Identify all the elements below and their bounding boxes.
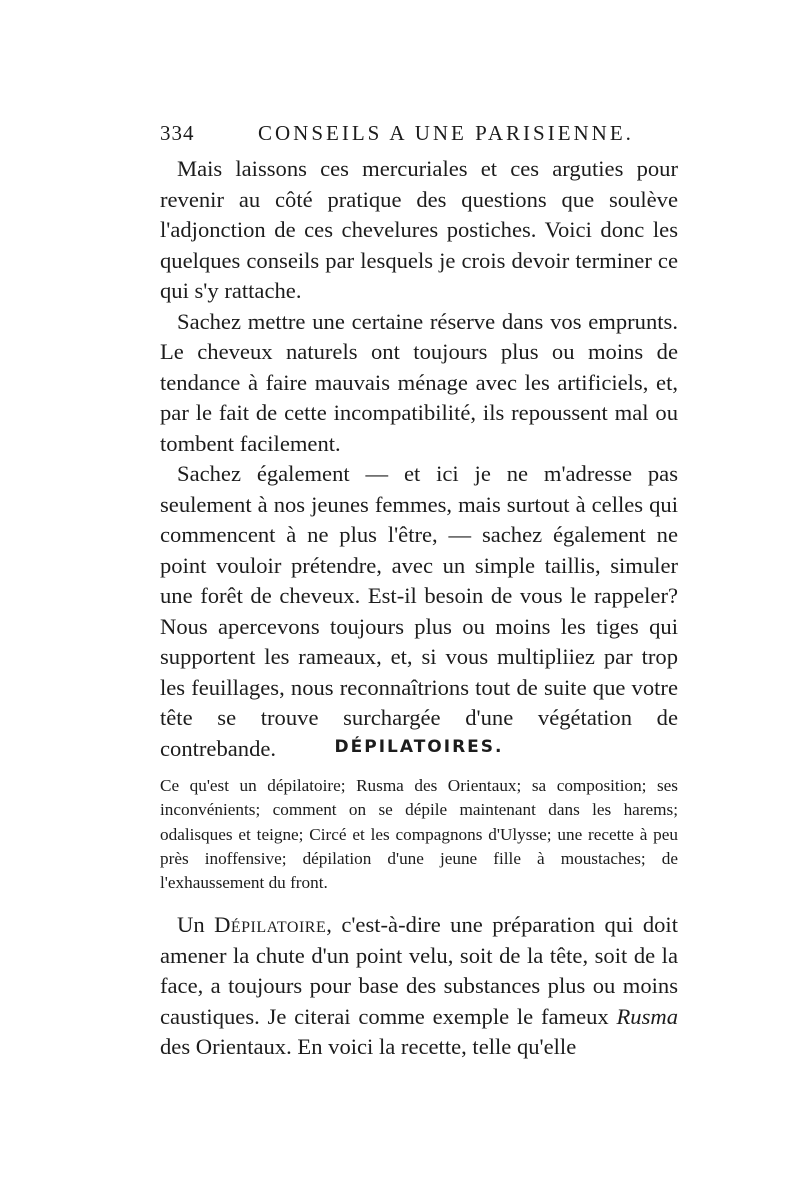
paragraph-text: , c'est-à-dire une préparation qui doit amener la chute d'un point velu, soit de la tête, soit de la face, a toujours pour base des substances plus ou moins caustiques. Je citerai comme exemple le fameux xyxy=(160,912,678,1029)
running-title: CONSEILS A UNE PARISIENNE. xyxy=(258,121,634,145)
paragraph-text: des Orientaux. En voici la recette, telle qu'elle xyxy=(160,1034,577,1059)
text-section-1 xyxy=(160,154,678,764)
book-page xyxy=(160,0,678,1200)
page-number: 334 xyxy=(160,121,195,145)
lead-word: Un xyxy=(177,912,205,937)
paragraph: Sachez mettre une certaine réserve dans vos emprunts. Le cheveux naturels ont toujours plus ou moins de tendance à faire mauvais ménage avec les artificiels, et, par le fait de cette incompatibilité, ils repoussent mal ou tombent facilement. xyxy=(160,308,678,456)
small-caps-term: Dépilatoire xyxy=(214,912,327,937)
text-section-2 xyxy=(160,910,678,1063)
paragraph xyxy=(160,910,678,1063)
running-head xyxy=(160,121,678,151)
paragraph: Sachez également — et ici je ne m'adresse pas seulement à nos jeunes femmes, mais surtout à celles qui commencent à ne plus l'être, — sachez également ne point vouloir prétendre, avec un simple taillis, simuler une forêt de cheveux. Est-il besoin de vous le rappeler? Nous apercevons toujours plus ou moins les tiges qui supportent les rameaux, et, si vous multipliiez par trop les feuillages, nous reconnaîtrions tout de suite que votre tête se trouve surchargée d'une végétation de contrebande. xyxy=(160,461,678,761)
italic-term: Rusma xyxy=(616,1003,679,1029)
section-heading: DÉPILATOIRES. xyxy=(334,737,504,757)
paragraph: Mais laissons ces mercuriales et ces arguties pour revenir au côté pratique des questions que soulève l'adjonction de ces chevelures postiches. Voici donc les quelques conseils par lesquels je crois devoir terminer ce qui s'y rattache. xyxy=(160,156,678,303)
chapter-summary: Ce qu'est un dépilatoire; Rusma des Orientaux; sa composition; ses inconvénients; comment on se dépile maintenant dans les harems; odalisques et teigne; Circé et les compagnons d'Ulysse; une recette à peu près inoffensive; dépilation d'une jeune fille à moustaches; de l'exhaussement du front. xyxy=(160,776,678,893)
